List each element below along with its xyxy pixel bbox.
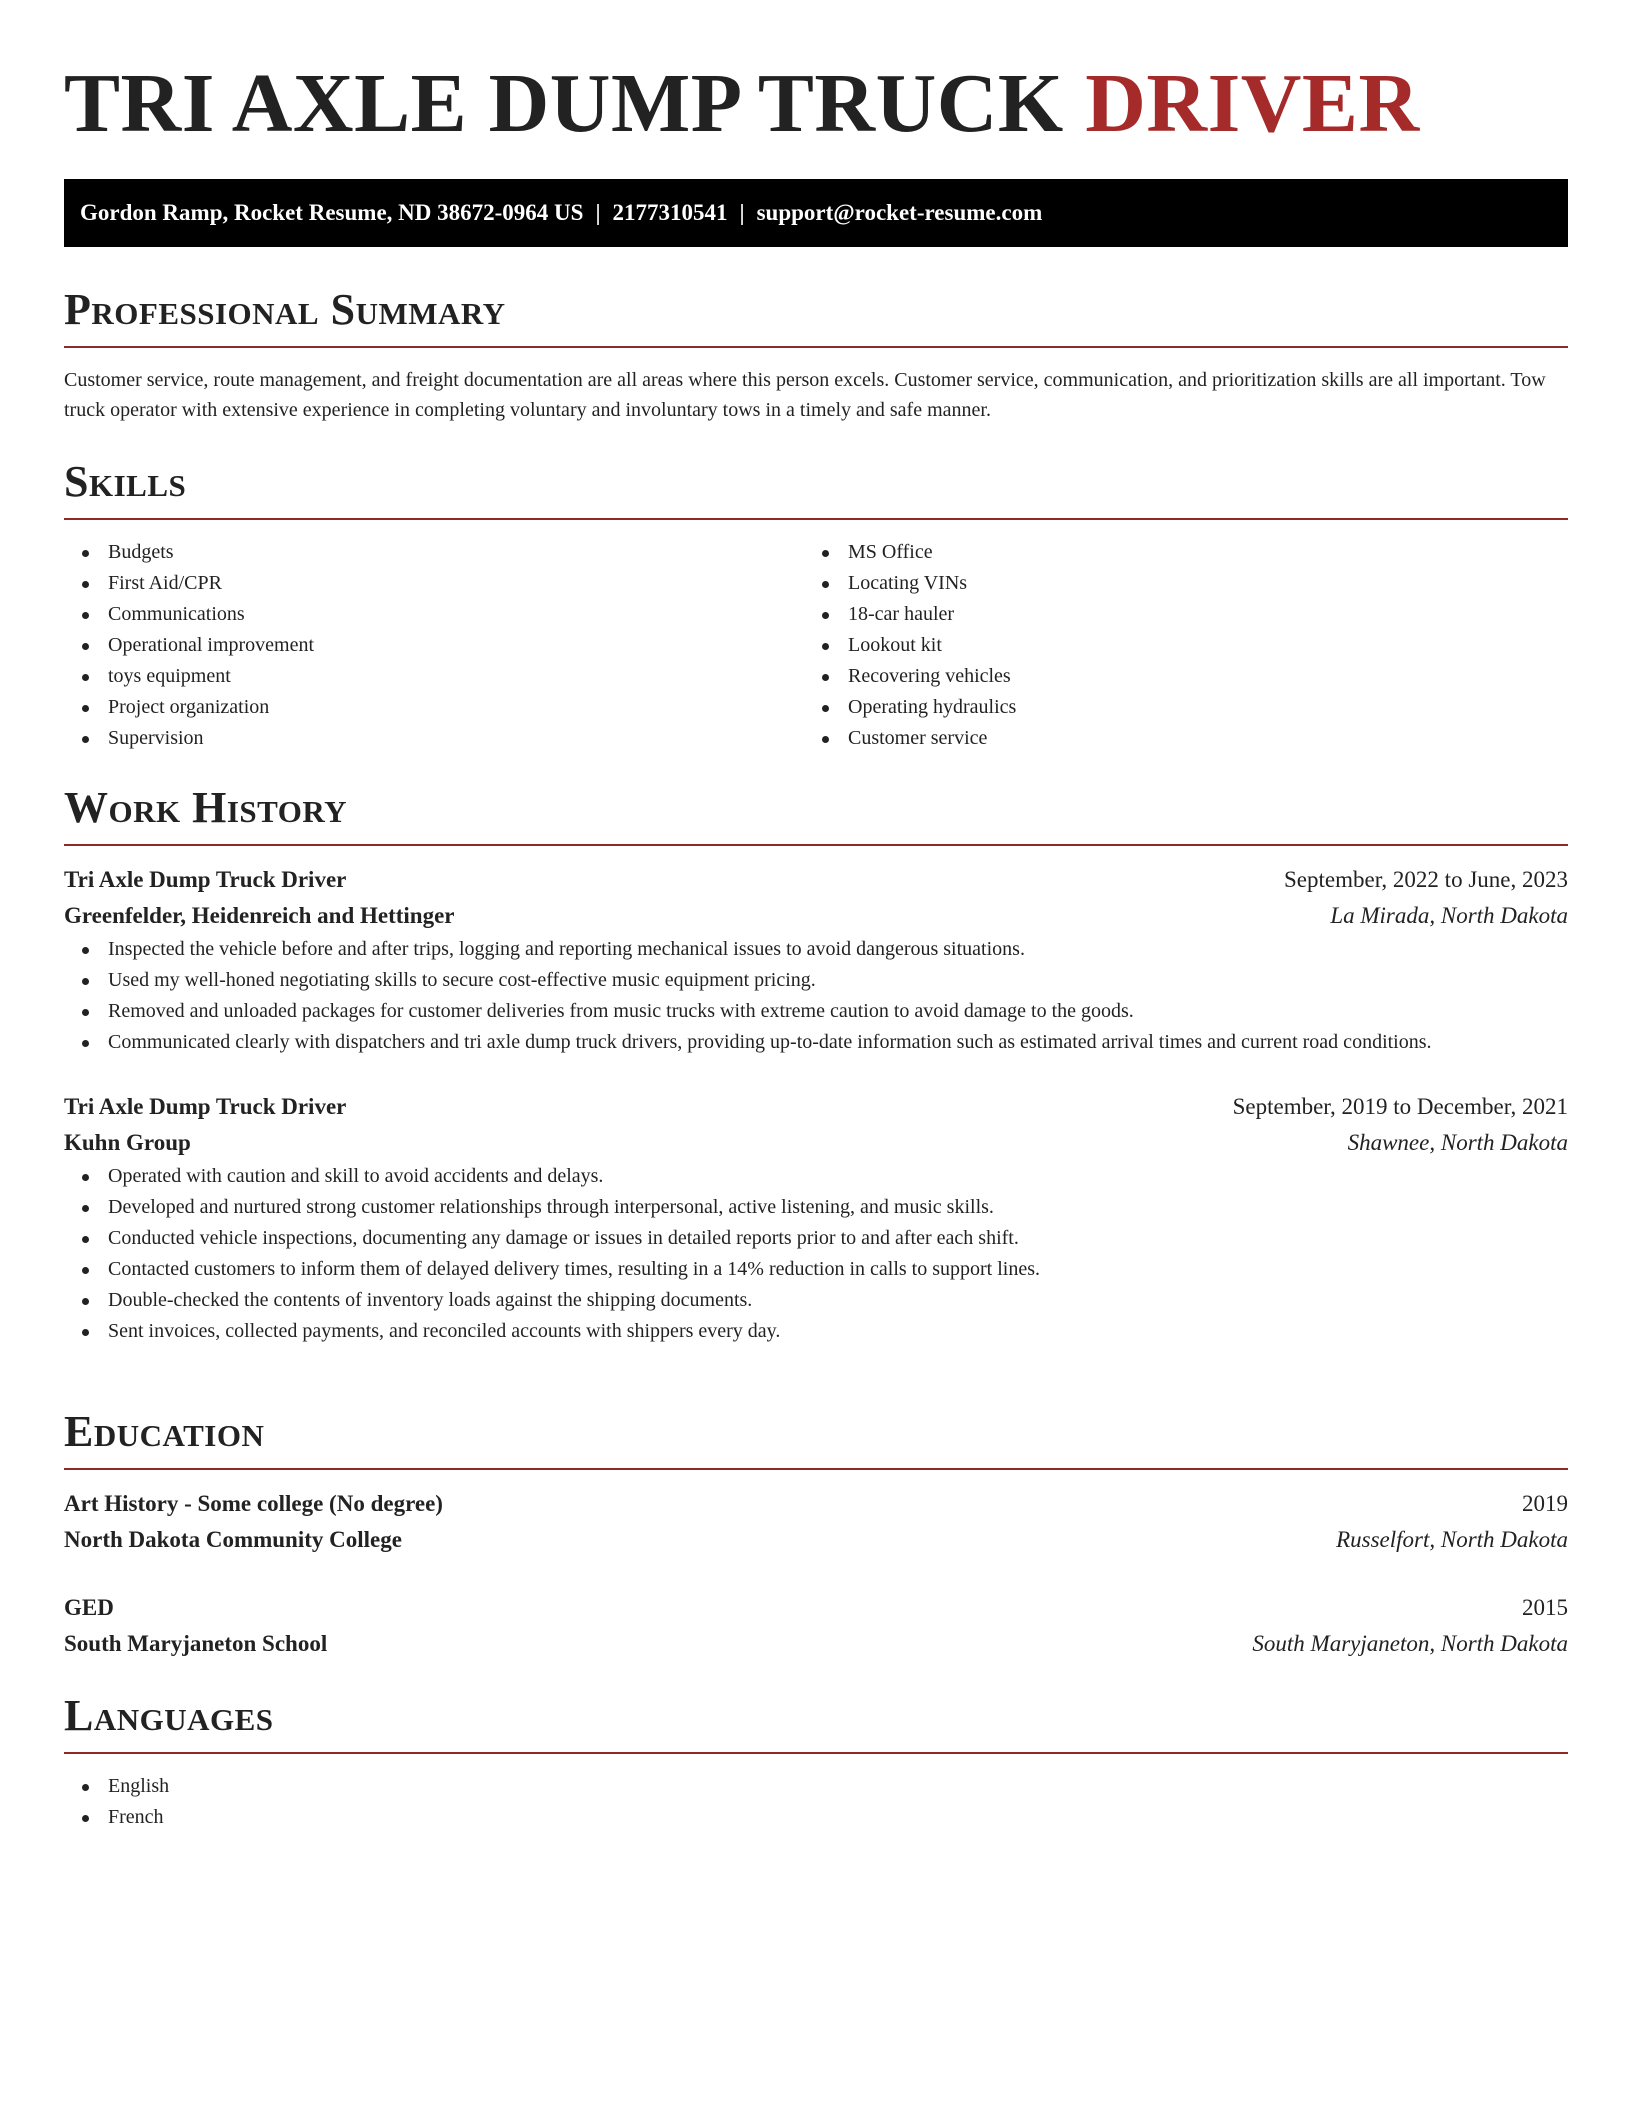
job-header: [64, 862, 1568, 898]
skill-item: Communications: [64, 599, 804, 630]
contact-separator: |: [739, 200, 745, 225]
skill-item: Recovering vehicles: [804, 661, 1544, 692]
skill-item: Operating hydraulics: [804, 692, 1544, 723]
job-entry: [64, 1089, 1568, 1347]
education-header: [64, 1590, 1568, 1626]
skill-item: Project organization: [64, 692, 804, 723]
skill-item: MS Office: [804, 537, 1544, 568]
education-section: [64, 1406, 1568, 1662]
skills-list-right: [804, 537, 1544, 754]
education-heading: Education: [64, 1407, 265, 1456]
duty-item: Removed and unloaded packages for customer deliveries from music trucks with extreme caution to avoid damage to the goods.: [64, 996, 1568, 1027]
education-header: [64, 1486, 1568, 1522]
job-dates: September, 2022 to June, 2023: [1284, 867, 1568, 892]
summary-section: [64, 284, 1568, 425]
skill-item: 18-car hauler: [804, 599, 1544, 630]
title-main: TRI AXLE DUMP TRUCK: [64, 57, 1064, 150]
job-position: Tri Axle Dump Truck Driver: [64, 1094, 347, 1119]
duty-item: Operated with caution and skill to avoid accidents and delays.: [64, 1161, 1568, 1192]
section-divider: [64, 1468, 1568, 1470]
job-duties: [64, 1161, 1568, 1347]
skill-item: First Aid/CPR: [64, 568, 804, 599]
contact-phone[interactable]: 2177310541: [612, 200, 728, 225]
summary-heading: Professional Summary: [64, 285, 506, 334]
language-item: English: [64, 1771, 1568, 1802]
job-position: Tri Axle Dump Truck Driver: [64, 867, 347, 892]
resume-title: [64, 0, 1568, 152]
languages-heading: Languages: [64, 1691, 274, 1740]
job-subheader: [64, 898, 1568, 934]
skill-item: Budgets: [64, 537, 804, 568]
education-subheader: [64, 1522, 1568, 1558]
skills-heading: Skills: [64, 457, 187, 506]
duty-item: Sent invoices, collected payments, and reconciled accounts with shippers every day.: [64, 1316, 1568, 1347]
job-duties: [64, 934, 1568, 1058]
section-divider: [64, 346, 1568, 348]
education-school: South Maryjaneton School: [64, 1631, 328, 1656]
education-degree: Art History - Some college (No degree): [64, 1491, 443, 1516]
education-year: 2019: [1522, 1491, 1568, 1516]
job-header: [64, 1089, 1568, 1125]
education-location: Russelfort, North Dakota: [1336, 1527, 1568, 1552]
education-entry: [64, 1590, 1568, 1662]
work-history-section: [64, 782, 1568, 1347]
duty-item: Developed and nurtured strong customer relationships through interpersonal, active listening, and music skills.: [64, 1192, 1568, 1223]
title-accent: DRIVER: [1085, 57, 1420, 150]
job-subheader: [64, 1125, 1568, 1161]
skills-list-left: [64, 537, 804, 754]
section-divider: [64, 844, 1568, 846]
education-entry: [64, 1486, 1568, 1558]
resume-page: [64, 0, 1568, 1828]
job-company: Greenfelder, Heidenreich and Hettinger: [64, 903, 455, 928]
duty-item: Double-checked the contents of inventory loads against the shipping documents.: [64, 1285, 1568, 1316]
skill-item: Supervision: [64, 723, 804, 754]
duty-item: Communicated clearly with dispatchers and tri axle dump truck drivers, providing up-to-date information such as estimated arrival times and current road conditions.: [64, 1027, 1568, 1058]
section-divider: [64, 1752, 1568, 1754]
job-company: Kuhn Group: [64, 1130, 191, 1155]
summary-text: Customer service, route management, and freight documentation are all areas where this person excels. Customer service, communication, and prioritization skills are all important. Tow truck operator with extensive experience in completing voluntary and involuntary tows in a timely and safe manner.: [64, 369, 1546, 421]
skill-item: Customer service: [804, 723, 1544, 754]
skill-item: toys equipment: [64, 661, 804, 692]
skill-item: Lookout kit: [804, 630, 1544, 661]
education-school: North Dakota Community College: [64, 1527, 402, 1552]
skill-item: Locating VINs: [804, 568, 1544, 599]
job-entry: [64, 862, 1568, 1058]
job-location: Shawnee, North Dakota: [1347, 1130, 1568, 1155]
skills-section: [64, 456, 1568, 754]
contact-separator: |: [595, 200, 601, 225]
section-divider: [64, 518, 1568, 520]
language-item: French: [64, 1802, 1568, 1833]
work-history-heading: Work History: [64, 783, 348, 832]
languages-list: [64, 1771, 1568, 1833]
duty-item: Used my well-honed negotiating skills to secure cost-effective music equipment pricing.: [64, 965, 1568, 996]
duty-item: Conducted vehicle inspections, documenting any damage or issues in detailed reports prior to and after each shift.: [64, 1223, 1568, 1254]
education-degree: GED: [64, 1595, 114, 1620]
education-year: 2015: [1522, 1595, 1568, 1620]
education-subheader: [64, 1626, 1568, 1662]
skills-grid: [64, 537, 1568, 754]
job-dates: September, 2019 to December, 2021: [1232, 1094, 1568, 1119]
duty-item: Contacted customers to inform them of delayed delivery times, resulting in a 14% reduction in calls to support lines.: [64, 1254, 1568, 1285]
contact-email[interactable]: support@rocket-resume.com: [756, 200, 1043, 225]
duty-item: Inspected the vehicle before and after trips, logging and reporting mechanical issues to avoid dangerous situations.: [64, 934, 1568, 965]
job-location: La Mirada, North Dakota: [1330, 903, 1568, 928]
education-location: South Maryjaneton, North Dakota: [1252, 1631, 1568, 1656]
languages-section: [64, 1690, 1568, 1833]
contact-bar: [64, 179, 1568, 247]
skill-item: Operational improvement: [64, 630, 804, 661]
contact-address: Gordon Ramp, Rocket Resume, ND 38672-0964 US: [80, 200, 584, 225]
